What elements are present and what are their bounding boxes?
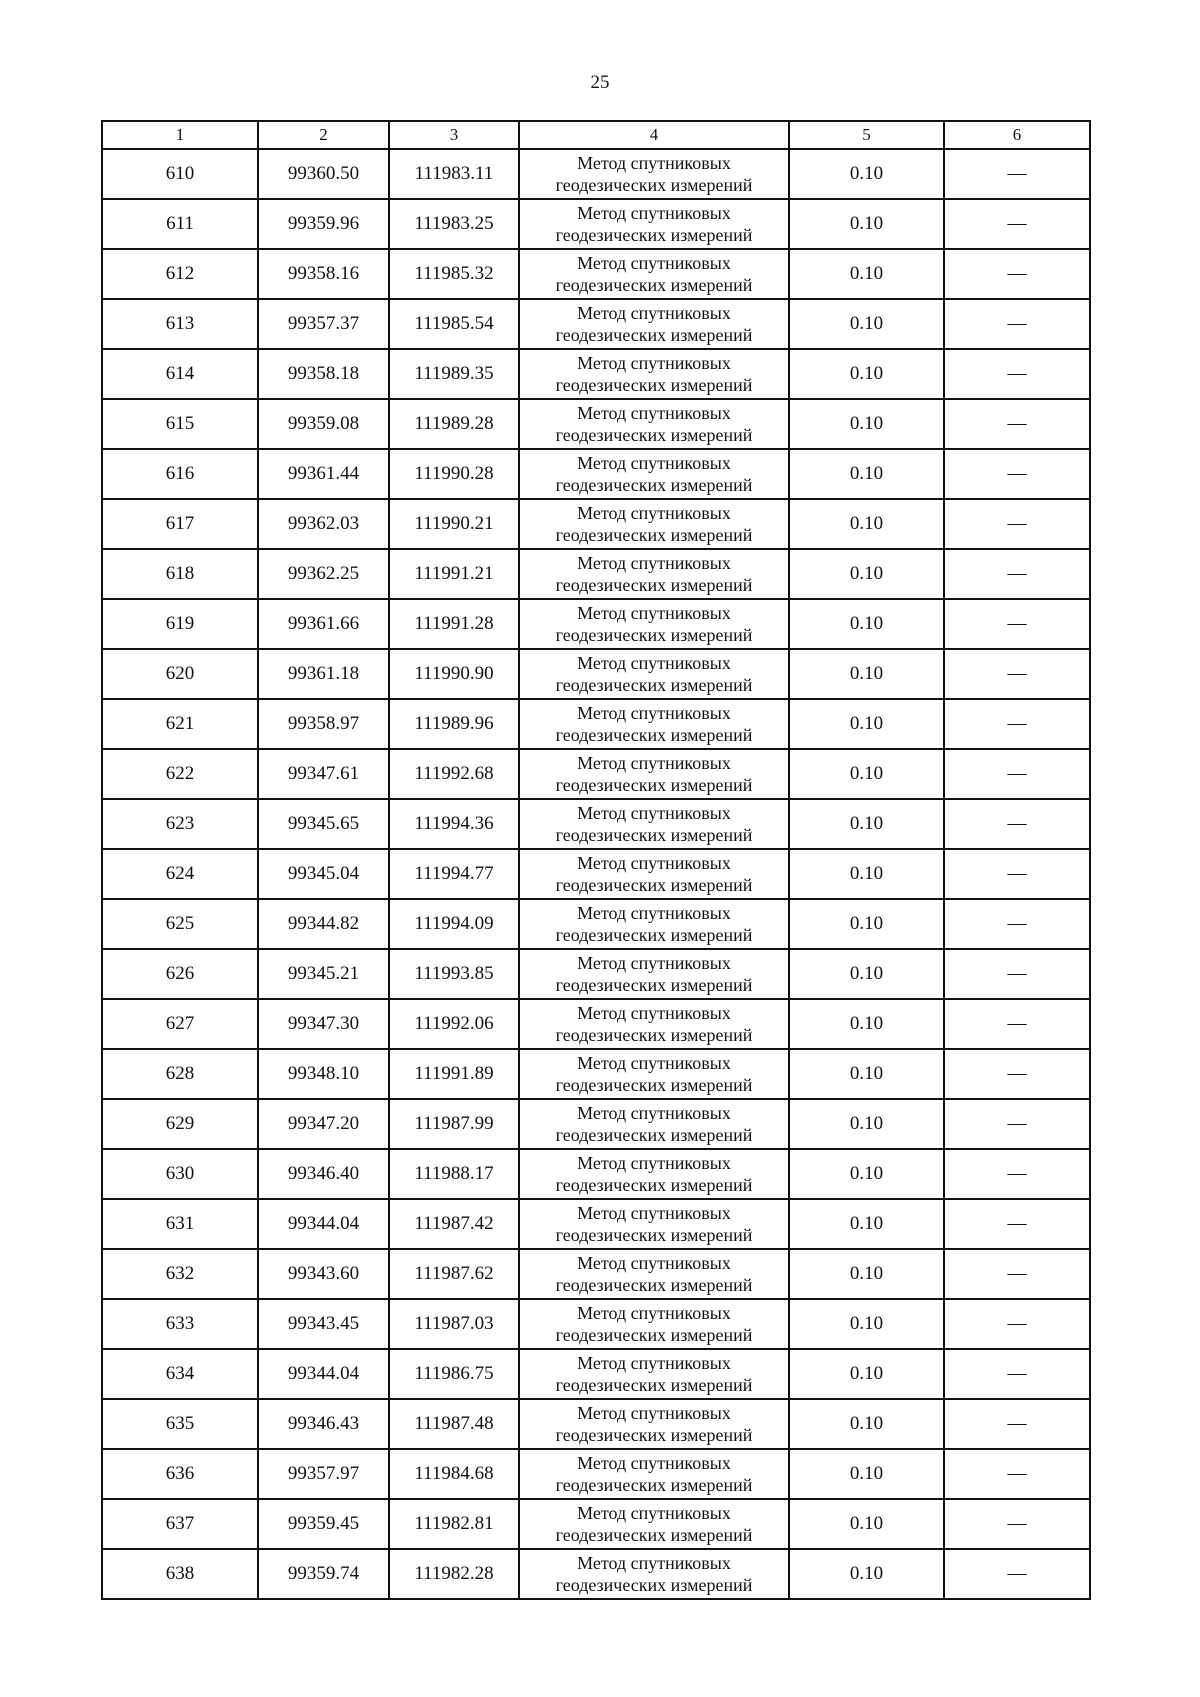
coord-y-cell: 111983.25: [389, 199, 519, 249]
method-line: Метод спутниковых: [577, 753, 731, 773]
accuracy-cell: 0.10: [789, 1049, 944, 1099]
table-row: [102, 1299, 1090, 1349]
note-cell: —: [944, 1349, 1090, 1399]
coord-y-cell: 111987.99: [389, 1099, 519, 1149]
coord-y-cell: 111990.28: [389, 449, 519, 499]
method-cell: [519, 1399, 789, 1449]
method-line: Метод спутниковых: [577, 253, 731, 273]
accuracy-cell: 0.10: [789, 1399, 944, 1449]
point-number-cell: 638: [102, 1549, 258, 1599]
coord-y-cell: 111989.96: [389, 699, 519, 749]
table-row: [102, 1549, 1090, 1599]
method-cell: [519, 1499, 789, 1549]
method-line: геодезических измерений: [555, 725, 753, 745]
method-cell: [519, 649, 789, 699]
method-line: геодезических измерений: [555, 625, 753, 645]
method-cell: [519, 849, 789, 899]
point-number-cell: 625: [102, 899, 258, 949]
coord-x-cell: 99359.08: [258, 399, 389, 449]
coord-y-cell: 111993.85: [389, 949, 519, 999]
note-cell: —: [944, 1499, 1090, 1549]
header-col-5: 5: [789, 121, 944, 149]
method-line: геодезических измерений: [555, 1525, 753, 1545]
table-row: [102, 399, 1090, 449]
method-line: геодезических измерений: [555, 475, 753, 495]
method-line: геодезических измерений: [555, 975, 753, 995]
method-cell: [519, 349, 789, 399]
method-line: Метод спутниковых: [577, 403, 731, 423]
note-cell: —: [944, 1549, 1090, 1599]
coord-x-cell: 99343.45: [258, 1299, 389, 1349]
point-number-cell: 614: [102, 349, 258, 399]
method-line: геодезических измерений: [555, 575, 753, 595]
method-cell: [519, 449, 789, 499]
point-number-cell: 624: [102, 849, 258, 899]
method-cell: [519, 1249, 789, 1299]
coord-x-cell: 99345.21: [258, 949, 389, 999]
method-line: геодезических измерений: [555, 1425, 753, 1445]
coordinates-table: [101, 120, 1091, 1600]
method-cell: [519, 1349, 789, 1399]
header-col-6: 6: [944, 121, 1090, 149]
table-row: [102, 999, 1090, 1049]
point-number-cell: 632: [102, 1249, 258, 1299]
method-cell: [519, 549, 789, 599]
table-row: [102, 1199, 1090, 1249]
method-line: Метод спутниковых: [577, 653, 731, 673]
accuracy-cell: 0.10: [789, 899, 944, 949]
method-line: Метод спутниковых: [577, 1553, 731, 1573]
coord-y-cell: 111982.81: [389, 1499, 519, 1549]
point-number-cell: 636: [102, 1449, 258, 1499]
method-line: Метод спутниковых: [577, 353, 731, 373]
note-cell: —: [944, 799, 1090, 849]
method-cell: [519, 299, 789, 349]
coord-x-cell: 99357.37: [258, 299, 389, 349]
method-line: Метод спутниковых: [577, 1053, 731, 1073]
coord-y-cell: 111985.32: [389, 249, 519, 299]
note-cell: —: [944, 599, 1090, 649]
table-row: [102, 699, 1090, 749]
method-line: Метод спутниковых: [577, 1403, 731, 1423]
table-row: [102, 299, 1090, 349]
table-row: [102, 149, 1090, 199]
method-line: Метод спутниковых: [577, 553, 731, 573]
coord-y-cell: 111987.03: [389, 1299, 519, 1349]
method-line: Метод спутниковых: [577, 1453, 731, 1473]
method-line: Метод спутниковых: [577, 603, 731, 623]
method-line: Метод спутниковых: [577, 703, 731, 723]
coord-x-cell: 99359.45: [258, 1499, 389, 1549]
coord-x-cell: 99358.16: [258, 249, 389, 299]
note-cell: —: [944, 399, 1090, 449]
method-line: геодезических измерений: [555, 525, 753, 545]
coord-x-cell: 99346.43: [258, 1399, 389, 1449]
coord-y-cell: 111990.90: [389, 649, 519, 699]
method-line: геодезических измерений: [555, 375, 753, 395]
note-cell: —: [944, 199, 1090, 249]
method-line: Метод спутниковых: [577, 303, 731, 323]
note-cell: —: [944, 899, 1090, 949]
coord-x-cell: 99345.04: [258, 849, 389, 899]
accuracy-cell: 0.10: [789, 699, 944, 749]
coord-x-cell: 99343.60: [258, 1249, 389, 1299]
method-line: геодезических измерений: [555, 825, 753, 845]
accuracy-cell: 0.10: [789, 849, 944, 899]
note-cell: —: [944, 299, 1090, 349]
coord-y-cell: 111992.06: [389, 999, 519, 1049]
note-cell: —: [944, 849, 1090, 899]
table-row: [102, 549, 1090, 599]
method-cell: [519, 899, 789, 949]
method-cell: [519, 1149, 789, 1199]
table-row: [102, 249, 1090, 299]
point-number-cell: 621: [102, 699, 258, 749]
note-cell: —: [944, 449, 1090, 499]
coord-x-cell: 99357.97: [258, 1449, 389, 1499]
coord-y-cell: 111994.36: [389, 799, 519, 849]
note-cell: —: [944, 1449, 1090, 1499]
point-number-cell: 627: [102, 999, 258, 1049]
method-line: Метод спутниковых: [577, 803, 731, 823]
note-cell: —: [944, 499, 1090, 549]
table-row: [102, 449, 1090, 499]
table-row: [102, 849, 1090, 899]
accuracy-cell: 0.10: [789, 1149, 944, 1199]
point-number-cell: 623: [102, 799, 258, 849]
method-line: геодезических измерений: [555, 675, 753, 695]
accuracy-cell: 0.10: [789, 1199, 944, 1249]
note-cell: —: [944, 699, 1090, 749]
method-line: Метод спутниковых: [577, 903, 731, 923]
table-body: [102, 149, 1090, 1599]
coord-y-cell: 111983.11: [389, 149, 519, 199]
note-cell: —: [944, 249, 1090, 299]
method-line: геодезических измерений: [555, 425, 753, 445]
method-line: геодезических измерений: [555, 1025, 753, 1045]
header-row: [102, 121, 1090, 149]
point-number-cell: 613: [102, 299, 258, 349]
note-cell: —: [944, 1399, 1090, 1449]
point-number-cell: 617: [102, 499, 258, 549]
method-line: Метод спутниковых: [577, 1353, 731, 1373]
table-row: [102, 799, 1090, 849]
point-number-cell: 626: [102, 949, 258, 999]
accuracy-cell: 0.10: [789, 949, 944, 999]
point-number-cell: 637: [102, 1499, 258, 1549]
accuracy-cell: 0.10: [789, 299, 944, 349]
coord-y-cell: 111989.28: [389, 399, 519, 449]
table-row: [102, 1449, 1090, 1499]
coord-x-cell: 99348.10: [258, 1049, 389, 1099]
coord-y-cell: 111987.62: [389, 1249, 519, 1299]
method-cell: [519, 149, 789, 199]
coord-y-cell: 111985.54: [389, 299, 519, 349]
method-line: геодезических измерений: [555, 1125, 753, 1145]
coord-x-cell: 99358.97: [258, 699, 389, 749]
table-row: [102, 1149, 1090, 1199]
coord-y-cell: 111991.89: [389, 1049, 519, 1099]
point-number-cell: 631: [102, 1199, 258, 1249]
table-row: [102, 1049, 1090, 1099]
method-line: Метод спутниковых: [577, 1153, 731, 1173]
accuracy-cell: 0.10: [789, 1499, 944, 1549]
point-number-cell: 628: [102, 1049, 258, 1099]
note-cell: —: [944, 749, 1090, 799]
method-cell: [519, 799, 789, 849]
table-row: [102, 499, 1090, 549]
table-row: [102, 1249, 1090, 1299]
point-number-cell: 610: [102, 149, 258, 199]
header-col-1: 1: [102, 121, 258, 149]
coord-x-cell: 99362.25: [258, 549, 389, 599]
table-row: [102, 349, 1090, 399]
table-row: [102, 599, 1090, 649]
accuracy-cell: 0.10: [789, 349, 944, 399]
method-line: геодезических измерений: [555, 1225, 753, 1245]
accuracy-cell: 0.10: [789, 1349, 944, 1399]
method-line: геодезических измерений: [555, 1575, 753, 1595]
coord-x-cell: 99358.18: [258, 349, 389, 399]
method-cell: [519, 249, 789, 299]
point-number-cell: 615: [102, 399, 258, 449]
method-cell: [519, 1199, 789, 1249]
method-cell: [519, 1449, 789, 1499]
note-cell: —: [944, 949, 1090, 999]
accuracy-cell: 0.10: [789, 1299, 944, 1349]
point-number-cell: 616: [102, 449, 258, 499]
note-cell: —: [944, 1099, 1090, 1149]
coord-x-cell: 99344.04: [258, 1349, 389, 1399]
coord-x-cell: 99347.30: [258, 999, 389, 1049]
method-cell: [519, 599, 789, 649]
coord-y-cell: 111982.28: [389, 1549, 519, 1599]
header-col-4: 4: [519, 121, 789, 149]
accuracy-cell: 0.10: [789, 749, 944, 799]
point-number-cell: 619: [102, 599, 258, 649]
coord-y-cell: 111992.68: [389, 749, 519, 799]
method-line: Метод спутниковых: [577, 203, 731, 223]
table-row: [102, 1499, 1090, 1549]
method-cell: [519, 999, 789, 1049]
note-cell: —: [944, 149, 1090, 199]
point-number-cell: 618: [102, 549, 258, 599]
method-line: Метод спутниковых: [577, 1503, 731, 1523]
method-cell: [519, 1049, 789, 1099]
method-line: Метод спутниковых: [577, 853, 731, 873]
accuracy-cell: 0.10: [789, 1249, 944, 1299]
header-col-3: 3: [389, 121, 519, 149]
coord-x-cell: 99362.03: [258, 499, 389, 549]
coord-y-cell: 111994.09: [389, 899, 519, 949]
accuracy-cell: 0.10: [789, 999, 944, 1049]
method-line: Метод спутниковых: [577, 1203, 731, 1223]
method-line: геодезических измерений: [555, 175, 753, 195]
note-cell: —: [944, 1199, 1090, 1249]
accuracy-cell: 0.10: [789, 1449, 944, 1499]
table-row: [102, 1399, 1090, 1449]
accuracy-cell: 0.10: [789, 449, 944, 499]
table-row: [102, 1099, 1090, 1149]
page-number: 25: [590, 72, 610, 93]
table-row: [102, 749, 1090, 799]
coord-y-cell: 111988.17: [389, 1149, 519, 1199]
accuracy-cell: 0.10: [789, 499, 944, 549]
method-cell: [519, 1549, 789, 1599]
method-line: геодезических измерений: [555, 1275, 753, 1295]
coord-x-cell: 99361.18: [258, 649, 389, 699]
point-number-cell: 634: [102, 1349, 258, 1399]
point-number-cell: 629: [102, 1099, 258, 1149]
note-cell: —: [944, 549, 1090, 599]
coord-y-cell: 111991.28: [389, 599, 519, 649]
coord-x-cell: 99361.66: [258, 599, 389, 649]
header-col-2: 2: [258, 121, 389, 149]
table-row: [102, 899, 1090, 949]
method-cell: [519, 949, 789, 999]
table-row: [102, 649, 1090, 699]
point-number-cell: 622: [102, 749, 258, 799]
point-number-cell: 620: [102, 649, 258, 699]
accuracy-cell: 0.10: [789, 799, 944, 849]
method-line: Метод спутниковых: [577, 953, 731, 973]
accuracy-cell: 0.10: [789, 149, 944, 199]
note-cell: —: [944, 999, 1090, 1049]
note-cell: —: [944, 1299, 1090, 1349]
accuracy-cell: 0.10: [789, 599, 944, 649]
table-header: [102, 121, 1090, 149]
coord-y-cell: 111994.77: [389, 849, 519, 899]
coord-x-cell: 99361.44: [258, 449, 389, 499]
note-cell: —: [944, 349, 1090, 399]
coord-y-cell: 111984.68: [389, 1449, 519, 1499]
coord-y-cell: 111990.21: [389, 499, 519, 549]
method-line: геодезических измерений: [555, 1475, 753, 1495]
accuracy-cell: 0.10: [789, 249, 944, 299]
method-line: Метод спутниковых: [577, 153, 731, 173]
method-line: геодезических измерений: [555, 275, 753, 295]
accuracy-cell: 0.10: [789, 1549, 944, 1599]
method-cell: [519, 399, 789, 449]
accuracy-cell: 0.10: [789, 1099, 944, 1149]
coord-y-cell: 111986.75: [389, 1349, 519, 1399]
method-line: Метод спутниковых: [577, 1003, 731, 1023]
method-line: геодезических измерений: [555, 325, 753, 345]
point-number-cell: 612: [102, 249, 258, 299]
note-cell: —: [944, 1049, 1090, 1099]
method-cell: [519, 1299, 789, 1349]
method-line: геодезических измерений: [555, 225, 753, 245]
coord-x-cell: 99344.04: [258, 1199, 389, 1249]
coord-y-cell: 111989.35: [389, 349, 519, 399]
method-line: геодезических измерений: [555, 875, 753, 895]
method-line: геодезических измерений: [555, 1075, 753, 1095]
method-line: геодезических измерений: [555, 1375, 753, 1395]
point-number-cell: 630: [102, 1149, 258, 1199]
accuracy-cell: 0.10: [789, 199, 944, 249]
coord-y-cell: 111991.21: [389, 549, 519, 599]
method-line: Метод спутниковых: [577, 453, 731, 473]
method-line: Метод спутниковых: [577, 503, 731, 523]
coord-x-cell: 99344.82: [258, 899, 389, 949]
coord-x-cell: 99359.96: [258, 199, 389, 249]
method-cell: [519, 699, 789, 749]
accuracy-cell: 0.10: [789, 399, 944, 449]
coord-x-cell: 99345.65: [258, 799, 389, 849]
method-line: геодезических измерений: [555, 1325, 753, 1345]
note-cell: —: [944, 1149, 1090, 1199]
method-line: Метод спутниковых: [577, 1253, 731, 1273]
coord-y-cell: 111987.42: [389, 1199, 519, 1249]
coord-x-cell: 99359.74: [258, 1549, 389, 1599]
coord-x-cell: 99347.20: [258, 1099, 389, 1149]
point-number-cell: 611: [102, 199, 258, 249]
note-cell: —: [944, 649, 1090, 699]
method-line: Метод спутниковых: [577, 1103, 731, 1123]
accuracy-cell: 0.10: [789, 649, 944, 699]
coord-x-cell: 99346.40: [258, 1149, 389, 1199]
point-number-cell: 633: [102, 1299, 258, 1349]
method-cell: [519, 1099, 789, 1149]
coord-x-cell: 99360.50: [258, 149, 389, 199]
table-row: [102, 949, 1090, 999]
method-cell: [519, 749, 789, 799]
point-number-cell: 635: [102, 1399, 258, 1449]
note-cell: —: [944, 1249, 1090, 1299]
method-cell: [519, 499, 789, 549]
method-line: геодезических измерений: [555, 925, 753, 945]
method-line: геодезических измерений: [555, 1175, 753, 1195]
accuracy-cell: 0.10: [789, 549, 944, 599]
method-cell: [519, 199, 789, 249]
method-line: геодезических измерений: [555, 775, 753, 795]
table-row: [102, 1349, 1090, 1399]
table-row: [102, 199, 1090, 249]
coord-y-cell: 111987.48: [389, 1399, 519, 1449]
method-line: Метод спутниковых: [577, 1303, 731, 1323]
coord-x-cell: 99347.61: [258, 749, 389, 799]
